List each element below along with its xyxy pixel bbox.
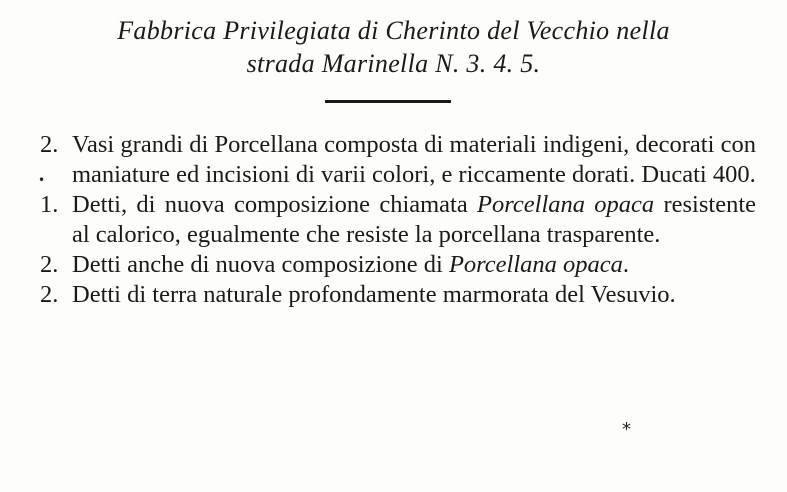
entry-quantity: 1. bbox=[40, 191, 59, 218]
entry-text: Detti anche di nuova composizione di bbox=[72, 251, 449, 278]
entry-quantity: 2. bbox=[40, 131, 59, 158]
entry-text: Detti, di nuova composizione chiamata bbox=[72, 191, 478, 218]
list-item bbox=[36, 190, 756, 250]
entry-text: Vasi grandi di Porcellana composta di materiali indigeni, decorati con maniature ed incisioni di varii colori, e riccamente dorati. Ducati 400. bbox=[72, 131, 756, 188]
asterisk-mark: * bbox=[622, 419, 631, 440]
list-item bbox=[36, 280, 756, 310]
heading-line-2: strada Marinella N. 3. 4. 5. bbox=[246, 49, 541, 78]
entry-text: Detti di terra naturale profondamente marmorata del Vesuvio. bbox=[72, 281, 676, 308]
entry-text-cont: resistente al calorico, egualmente che resiste la porcellana trasparente. bbox=[72, 191, 757, 248]
section-divider bbox=[325, 100, 451, 103]
entry-list bbox=[36, 130, 756, 310]
entry-italic-term: Porcellana opaca bbox=[448, 251, 623, 278]
list-item bbox=[36, 250, 756, 280]
entry-text-cont: . bbox=[622, 251, 630, 278]
entry-italic-term: Porcellana opaca bbox=[477, 191, 655, 218]
entry-quantity: 2. bbox=[40, 281, 59, 308]
entry-quantity: 2. bbox=[40, 251, 59, 278]
ink-dot: • bbox=[38, 173, 46, 187]
page-heading bbox=[0, 14, 787, 80]
list-item bbox=[36, 130, 756, 190]
heading-line-1: Fabbrica Privilegiata di Cherinto del Vecchio nella bbox=[117, 16, 670, 45]
